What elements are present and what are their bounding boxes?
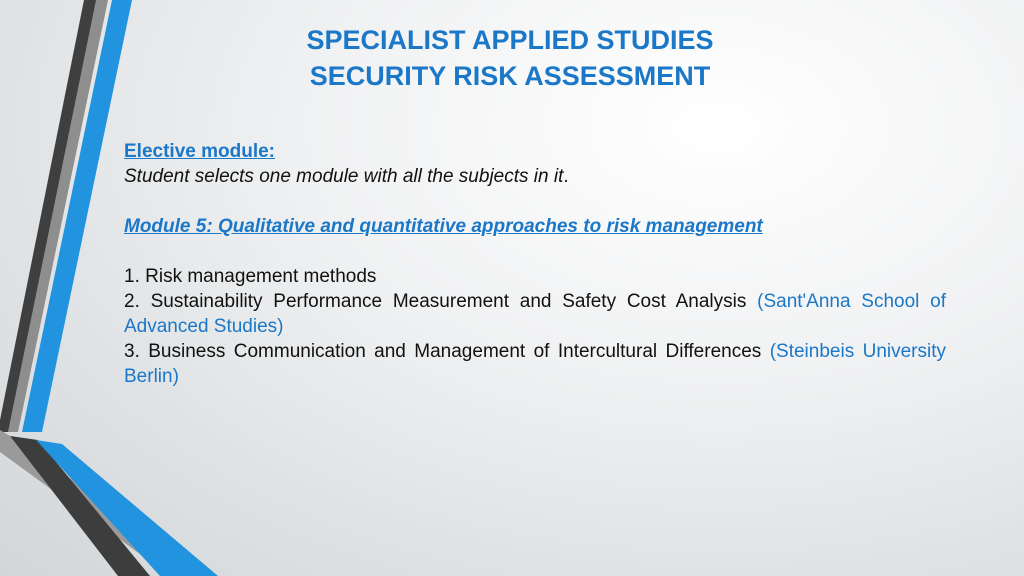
list-item-source: (Steinbeis University Berlin) bbox=[124, 341, 947, 387]
list-item-text: 3. Business Communication and Management of Intercultural Differences bbox=[124, 341, 762, 362]
list-item-text: 1. Risk management methods bbox=[124, 266, 377, 287]
module-title: Module 5: Qualitative and quantitative approaches to risk management bbox=[124, 216, 763, 237]
spacer bbox=[124, 189, 946, 214]
slide-content bbox=[124, 139, 946, 389]
elective-heading: Elective module: bbox=[124, 141, 275, 162]
list-item bbox=[124, 264, 946, 289]
list-item-source: (Sant'Anna School of Advanced Studies) bbox=[124, 291, 946, 337]
list-item bbox=[124, 339, 946, 389]
list-item bbox=[124, 289, 946, 339]
elective-description-period: . bbox=[563, 166, 569, 187]
title-line-2: SECURITY RISK ASSESSMENT bbox=[309, 61, 711, 91]
slide-title bbox=[150, 22, 870, 94]
list-item-text: 2. Sustainability Performance Measurement and Safety Cost Analysis bbox=[124, 291, 747, 312]
elective-description bbox=[124, 164, 946, 189]
title-line-1: SPECIALIST APPLIED STUDIES bbox=[306, 25, 714, 55]
spacer bbox=[124, 239, 946, 264]
elective-description-text: Student selects one module with all the subjects in it bbox=[124, 166, 564, 187]
